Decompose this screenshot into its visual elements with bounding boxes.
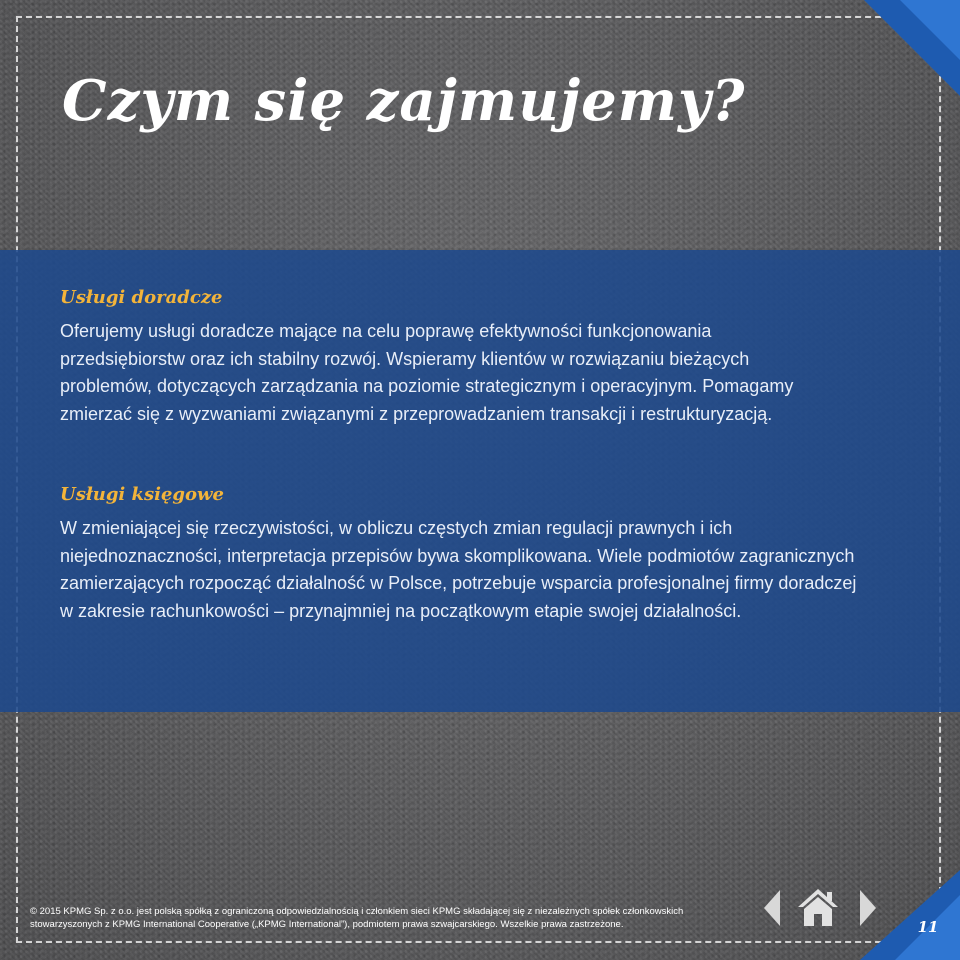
page-number: 11 (917, 918, 939, 936)
page-title: Czym się zajmujemy? (62, 68, 746, 134)
home-icon[interactable] (796, 886, 840, 928)
section-heading-accounting: Usługi księgowe (60, 484, 224, 505)
section-body-accounting: W zmieniającej się rzeczywistości, w obliczu częstych zmian regulacji prawnych i ich niejednoznaczności, interpretacja przepisów bywa skomplikowana. Wiele podmiotów zagranicznych zamierzających rozpocząć działalność w Polsce, potrzebuje wsparcia profesjonalnej firmy doradczej w zakresie rachunkowości – przynajmniej na początkowym etapie swojej działalności. (60, 518, 857, 621)
footer-copyright: © 2015 KPMG Sp. z o.o. jest polską spółką z ograniczoną odpowiedzialnością i członkiem sieci KPMG składającej się z niezależnych spółek członkowskich stowarzyszonych z KPMG International Cooperative („KPMG International”), podmiotem prawa szwajcarskiego. Wszelkie prawa zastrzeżone. (30, 906, 684, 930)
corner-decoration-top-right-light (900, 0, 960, 60)
arrow-left-icon[interactable] (764, 890, 780, 926)
arrow-right-icon[interactable] (860, 890, 876, 926)
section-body-advisory: Oferujemy usługi doradcze mające na celu poprawę efektywności funkcjonowania przedsiębiorstw oraz ich stabilny rozwój. Wspieramy klientów w rozwiązaniu bieżących problemów, dotyczących zarządzania na poziomie strategicznym i operacyjnym. Pomagamy zmierzać się z wyzwaniami związanymi z przeprowadzaniem transakcji i restrukturyzacją. (60, 321, 794, 424)
section-heading-advisory: Usługi doradcze (60, 287, 223, 308)
